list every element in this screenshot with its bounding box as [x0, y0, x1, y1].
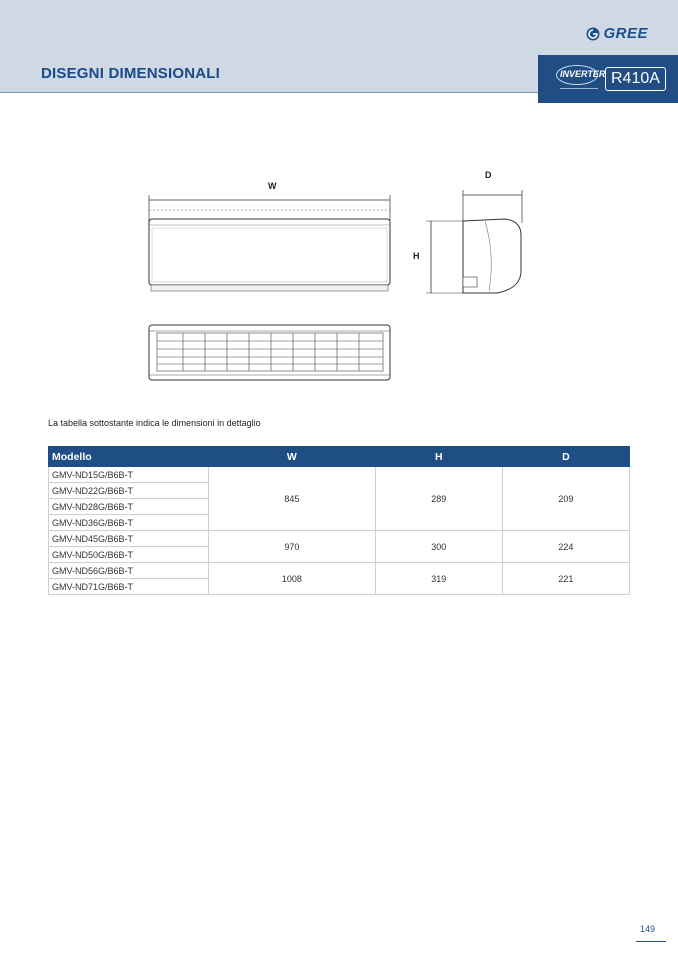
dim-label-w: W: [268, 181, 277, 191]
dimensions-table: [48, 446, 630, 595]
model-cell: GMV-ND71G/B6B-T: [49, 579, 209, 595]
model-cell: GMV-ND56G/B6B-T: [49, 563, 209, 579]
header-w: W: [209, 447, 376, 467]
h-cell: 319: [375, 563, 502, 595]
product-badge: [538, 55, 678, 103]
model-cell: GMV-ND22G/B6B-T: [49, 483, 209, 499]
header-h: H: [375, 447, 502, 467]
refrigerant-badge: R410A: [605, 67, 666, 91]
d-cell: 209: [502, 467, 629, 531]
page-number: 149: [640, 924, 656, 934]
dimension-drawing: [145, 165, 535, 385]
unit-side-pipe: [463, 277, 477, 287]
h-cell: 289: [375, 467, 502, 531]
model-cell: GMV-ND28G/B6B-T: [49, 499, 209, 515]
gree-logo-icon: [586, 27, 600, 41]
w-cell: 970: [209, 531, 376, 563]
dim-label-d: D: [485, 170, 492, 180]
d-cell: 221: [502, 563, 629, 595]
model-cell: GMV-ND50G/B6B-T: [49, 547, 209, 563]
unit-front-base: [151, 285, 388, 291]
table-row: [49, 563, 630, 579]
header-model: Modello: [49, 447, 209, 467]
d-cell: 224: [502, 531, 629, 563]
page-number-underline: [636, 941, 666, 942]
table-header-row: [49, 447, 630, 467]
table-row: [49, 467, 630, 483]
header-d: D: [502, 447, 629, 467]
model-cell: GMV-ND15G/B6B-T: [49, 467, 209, 483]
model-cell: GMV-ND45G/B6B-T: [49, 531, 209, 547]
w-cell: 1008: [209, 563, 376, 595]
model-cell: GMV-ND36G/B6B-T: [49, 515, 209, 531]
inverter-underline: [560, 88, 598, 89]
inverter-badge: INVERTER: [560, 69, 606, 79]
intro-text: La tabella sottostante indica le dimensioni in dettaglio: [48, 418, 261, 428]
page-title: DISEGNI DIMENSIONALI: [41, 65, 221, 82]
unit-front-body: [149, 219, 390, 285]
brand-name: GREE: [603, 25, 648, 42]
table-row: [49, 531, 630, 547]
w-cell: 845: [209, 467, 376, 531]
dim-label-h: H: [413, 251, 420, 261]
brand-logo: [586, 25, 648, 42]
h-cell: 300: [375, 531, 502, 563]
